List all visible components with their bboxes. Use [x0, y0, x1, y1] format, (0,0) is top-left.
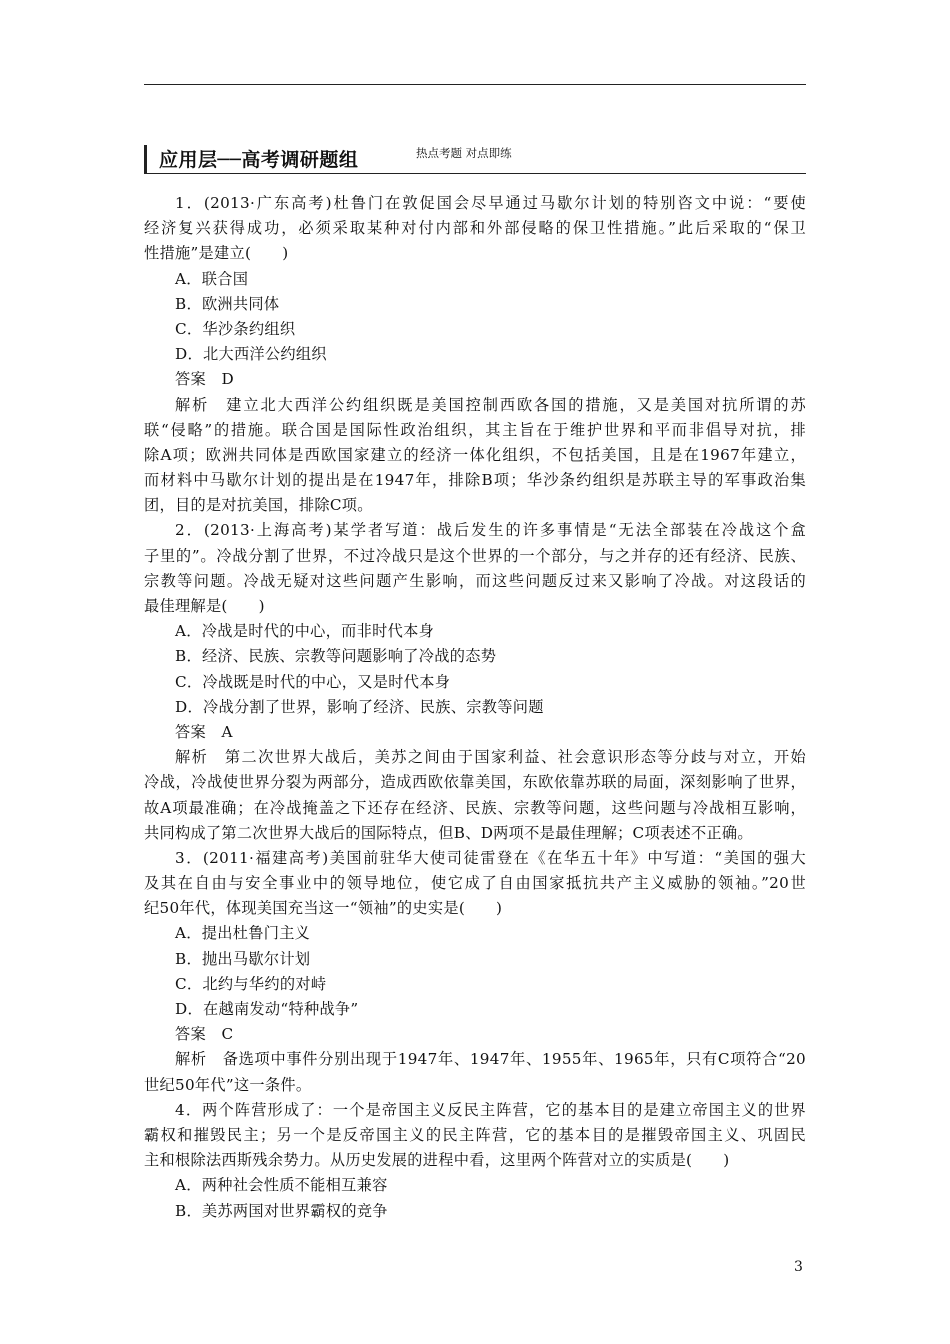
text-line: 主和根除法西斯残余势力。从历史发展的进程中看，这里两个阵营对立的实质是( ) — [144, 1151, 730, 1170]
text-line: 团，目的是对抗美国，排除C项。 — [144, 496, 373, 515]
section-header — [144, 145, 806, 175]
text-line: B．经济、民族、宗教等问题影响了冷战的态势 — [175, 647, 497, 666]
text-line: D．冷战分割了世界，影响了经济、民族、宗教等问题 — [175, 697, 544, 716]
text-line: A．联合国 — [175, 269, 249, 288]
text-line: 除A项；欧洲共同体是西欧国家建立的经济一体化组织，不包括美国，且是在1967年建立， — [144, 445, 806, 464]
text-line: B．美苏两国对世界霸权的竞争 — [175, 1201, 388, 1220]
text-line: 3．(2011·福建高考)美国前驻华大使司徒雷登在《在华五十年》中写道：“美国的强大 — [175, 848, 806, 867]
text-line: 最佳理解是( ) — [144, 597, 265, 615]
text-line: 答案 C — [175, 1025, 234, 1044]
text-line: 及其在自由与安全事业中的领导地位，使它成了自由国家抵抗共产主义威胁的领袖。”20世 — [144, 874, 806, 893]
text-line: D．北大西洋公约组织 — [175, 345, 327, 364]
text-line: A．冷战是时代的中心，而非时代本身 — [175, 622, 435, 641]
top-rule — [144, 84, 806, 85]
text-line: 经济复兴获得成功，必须采取某种对付内部和外部侵略的保卫性措施。”此后采取的“保卫 — [144, 219, 806, 238]
text-line: A．两种社会性质不能相互兼容 — [175, 1176, 388, 1195]
text-line: A．提出杜鲁门主义 — [175, 924, 311, 943]
question-content — [144, 191, 806, 1224]
text-line: 共同构成了第二次世界大战后的国际特点，但B、D两项不是最佳理解；C项表述不正确。 — [144, 823, 753, 842]
text-line: 子里的”。冷战分割了世界，不过冷战只是这个世界的一个部分，与之并存的还有经济、民族、 — [144, 546, 806, 565]
text-line: 答案 D — [175, 370, 234, 389]
text-line: 故A项最准确；在冷战掩盖之下还存在经济、民族、宗教等问题，这些问题与冷战相互影响， — [144, 798, 806, 817]
text-line: B．抛出马歇尔计划 — [175, 949, 311, 968]
text-line: 宗教等问题。冷战无疑对这些问题产生影响，而这些问题反过来又影响了冷战。对这段话的 — [144, 571, 806, 590]
text-line: C．华沙条约组织 — [175, 319, 296, 338]
header-rule — [144, 173, 806, 174]
section-title: 应用层──高考调研题组 — [144, 145, 368, 173]
text-line: 纪50年代，体现美国充当这一“领袖”的史实是( ) — [144, 899, 503, 918]
text-line: C．冷战既是时代的中心，又是时代本身 — [175, 672, 451, 691]
text-line: 霸权和摧毁民主；另一个是反帝国主义的民主阵营，它的基本目的是摧毁帝国主义、巩固民 — [144, 1125, 806, 1144]
page-number: 3 — [794, 1259, 803, 1275]
section-tagline: 热点考题 对点即练 — [416, 146, 512, 160]
text-line: B．欧洲共同体 — [175, 294, 280, 313]
text-line: C．北约与华约的对峙 — [175, 974, 327, 993]
text-line: 冷战，冷战使世界分裂为两部分，造成西欧依靠美国，东欧依靠苏联的局面，深刻影响了世界， — [144, 773, 806, 792]
text-line: 联“侵略”的措施。联合国是国际性政治组织，其主旨在于维护世界和平而非倡导对抗，排 — [144, 420, 806, 439]
text-line: 世纪50年代”这一条件。 — [144, 1075, 312, 1094]
text-line: 4．两个阵营形成了：一个是帝国主义反民主阵营，它的基本目的是建立帝国主义的世界 — [175, 1100, 806, 1119]
text-line: 解析 备选项中事件分别出现于1947年、1947年、1955年、1965年，只有C项符合“20 — [175, 1050, 806, 1069]
text-line: 2．(2013·上海高考)某学者写道：战后发生的许多事情是“无法全部装在冷战这个盒 — [175, 521, 806, 540]
text-line: D．在越南发动“特种战争” — [175, 1000, 359, 1018]
text-line: 解析 第二次世界大战后，美苏之间由于国家利益、社会意识形态等分歧与对立，开始 — [175, 748, 806, 767]
text-line: 性措施”是建立( ) — [144, 244, 289, 263]
text-line: 答案 A — [175, 722, 233, 741]
text-line: 1．(2013·广东高考)杜鲁门在敦促国会尽早通过马歇尔计划的特别咨文中说：“要使 — [175, 194, 806, 212]
text-line: 而材料中马歇尔计划的提出是在1947年，排除B项；华沙条约组织是苏联主导的军事政治集 — [144, 471, 806, 490]
text-line: 解析 建立北大西洋公约组织既是美国控制西欧各国的措施，又是美国对抗所谓的苏 — [175, 395, 806, 414]
